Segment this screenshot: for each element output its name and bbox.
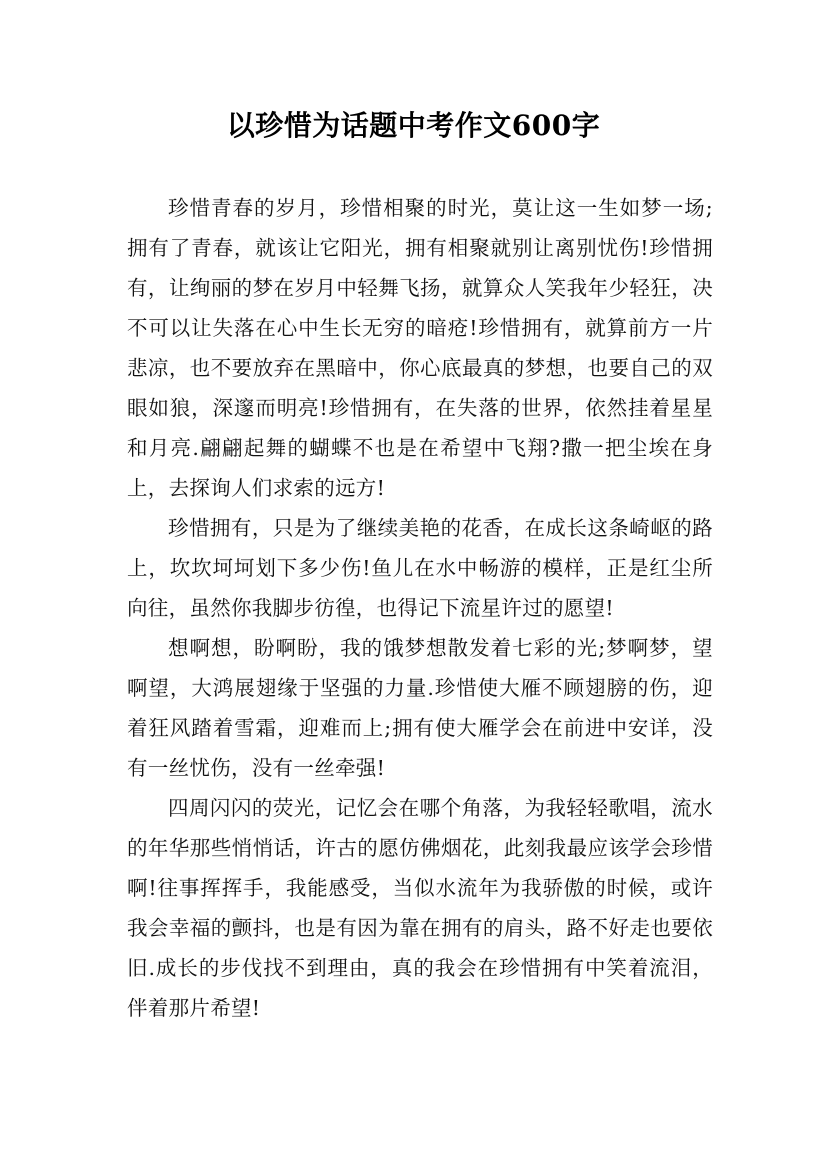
- paragraph: 四周闪闪的荧光，记忆会在哪个角落，为我轻轻歌唱，流水的年华那些悄悄话，许古的愿仿佛烟花，此刻我最应该学会珍惜啊!往事挥挥手，我能感受，当似水流年为我骄傲的时候，或许我会幸福的颤抖，也是有因为靠在拥有的肩头，路不好走也要依旧.成长的步伐找不到理由，真的我会在珍惜拥有中笑着流泪，伴着那片希望!: [127, 796, 713, 1020]
- document-title: 以珍惜为话题中考作文600字: [226, 109, 601, 142]
- document-body: [127, 188, 713, 1028]
- paragraph: 想啊想，盼啊盼，我的饿梦想散发着七彩的光;梦啊梦，望啊望，大鸿展翅缘于坚强的力量.珍惜使大雁不顾翅膀的伤，迎着狂风踏着雪霜，迎难而上;拥有使大雁学会在前进中安详，没有一丝忧伤，没有一丝牵强!: [127, 636, 713, 780]
- paragraph: 珍惜青春的岁月，珍惜相聚的时光，莫让这一生如梦一场;拥有了青春，就该让它阳光，拥有相聚就别让离别忧伤!珍惜拥有，让绚丽的梦在岁月中轻舞飞扬，就算众人笑我年少轻狂，决不可以让失落在心中生长无穷的暗疮!珍惜拥有，就算前方一片悲凉，也不要放弃在黑暗中，你心底最真的梦想，也要自己的双眼如狼，深邃而明亮!珍惜拥有，在失落的世界，依然挂着星星和月亮.翩翩起舞的蝴蝶不也是在希望中飞翔?撒一把尘埃在身上，去探询人们求索的远方!: [127, 196, 713, 500]
- paragraph: 珍惜拥有，只是为了继续美艳的花香，在成长这条崎岖的路上，坎坎坷坷划下多少伤!鱼儿在水中畅游的模样，正是红尘所向往，虽然你我脚步彷徨，也得记下流星许过的愿望!: [127, 516, 713, 620]
